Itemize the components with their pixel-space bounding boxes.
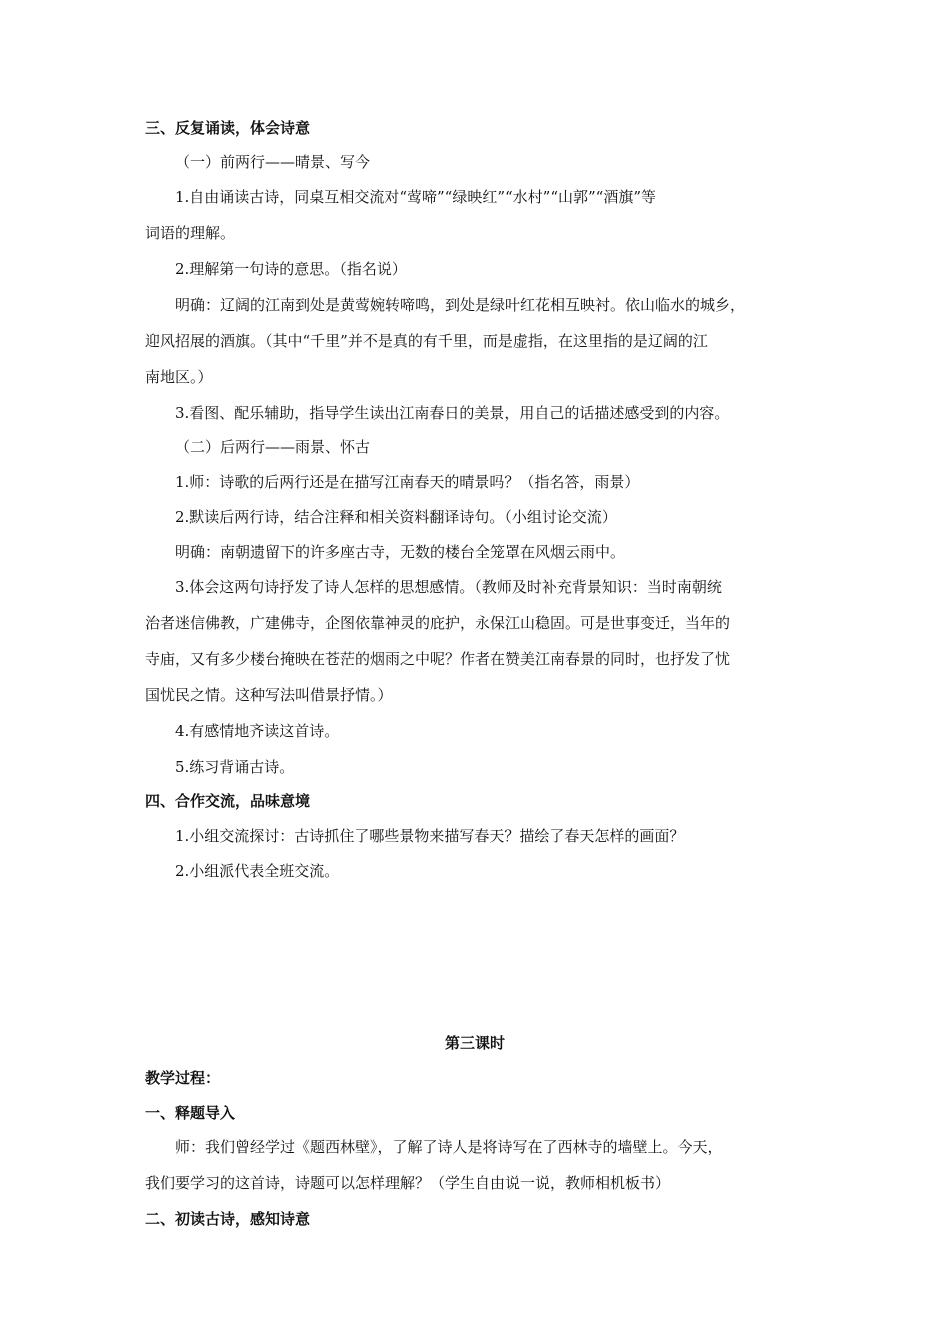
- section-4-item-1: 1.小组交流探讨：古诗抓住了哪些景物来描写春天？描绘了春天怎样的画面？: [175, 827, 685, 845]
- part-1-item-3: 3.看图、配乐辅助，指导学生读出江南春日的美景，用自己的话描述感受到的内容。: [175, 404, 730, 422]
- part-1-answer-line-2: 迎风招展的酒旗。（其中“千里”并不是真的有千里，而是虚指，在这里指的是辽阔的江: [145, 332, 708, 350]
- lesson-3-section-2-heading: 二、初读古诗，感知诗意: [145, 1210, 311, 1228]
- part-2-item-4: 4.有感情地齐读这首诗。: [175, 722, 340, 740]
- lesson-3-section-1-line-1: 师：我们曾经学过《题西林壁》，了解了诗人是将诗写在了西林寺的墙壁上。今天，: [175, 1138, 723, 1156]
- part-2-item-3-line-4: 国忧民之情。这种写法叫借景抒情。）: [145, 686, 393, 704]
- section-3-heading: 三、反复诵读，体会诗意: [145, 119, 311, 137]
- teaching-process-label: 教学过程：: [145, 1069, 221, 1087]
- part-2-item-1: 1.师：诗歌的后两行还是在描写江南春天的晴景吗？（指名答，雨景）: [175, 473, 640, 491]
- part-2-item-3-line-1: 3.体会这两句诗抒发了诗人怎样的思想感情。（教师及时补充背景知识：当时南朝统: [175, 578, 722, 596]
- part-1-answer-line-3: 南地区。）: [145, 368, 213, 386]
- part-1-answer-line-1: 明确：辽阔的江南到处是黄莺婉转啼鸣，到处是绿叶红花相互映衬。依山临水的城乡，: [175, 296, 746, 314]
- lesson-3-title: 第三课时: [444, 1034, 505, 1052]
- lesson-3-section-1-heading: 一、释题导入: [145, 1104, 236, 1122]
- part-2-answer: 明确：南朝遗留下的许多座古寺，无数的楼台全笼罩在风烟云雨中。: [175, 543, 626, 561]
- part-2-heading: （二）后两行——雨景、怀古: [175, 438, 371, 456]
- part-2-item-3-line-2: 治者迷信佛教，广建佛寺，企图依靠神灵的庇护，永保江山稳固。可是世事变迁，当年的: [145, 614, 731, 632]
- section-4-heading: 四、合作交流，品味意境: [145, 792, 311, 810]
- section-4-item-2: 2.小组派代表全班交流。: [175, 862, 340, 880]
- part-1-item-2: 2.理解第一句诗的意思。（指名说）: [175, 260, 407, 278]
- part-2-item-5: 5.练习背诵古诗。: [175, 758, 295, 776]
- part-2-item-2: 2.默读后两行诗，结合注释和相关资料翻译诗句。（小组讨论交流）: [175, 508, 617, 526]
- lesson-3-section-1-line-2: 我们要学习的这首诗，诗题可以怎样理解？（学生自由说一说，教师相机板书）: [145, 1174, 671, 1192]
- part-1-heading: （一）前两行——晴景、写今: [175, 153, 371, 171]
- part-1-item-1-line-1: 1.自由诵读古诗，同桌互相交流对“莺啼”“绿映红”“水村”“山郭”“酒旗”等: [175, 188, 656, 206]
- part-2-item-3-line-3: 寺庙，又有多少楼台掩映在苍茫的烟雨之中呢？作者在赞美江南春景的同时，也抒发了忧: [145, 650, 731, 668]
- part-1-item-1-line-2: 词语的理解。: [145, 224, 236, 242]
